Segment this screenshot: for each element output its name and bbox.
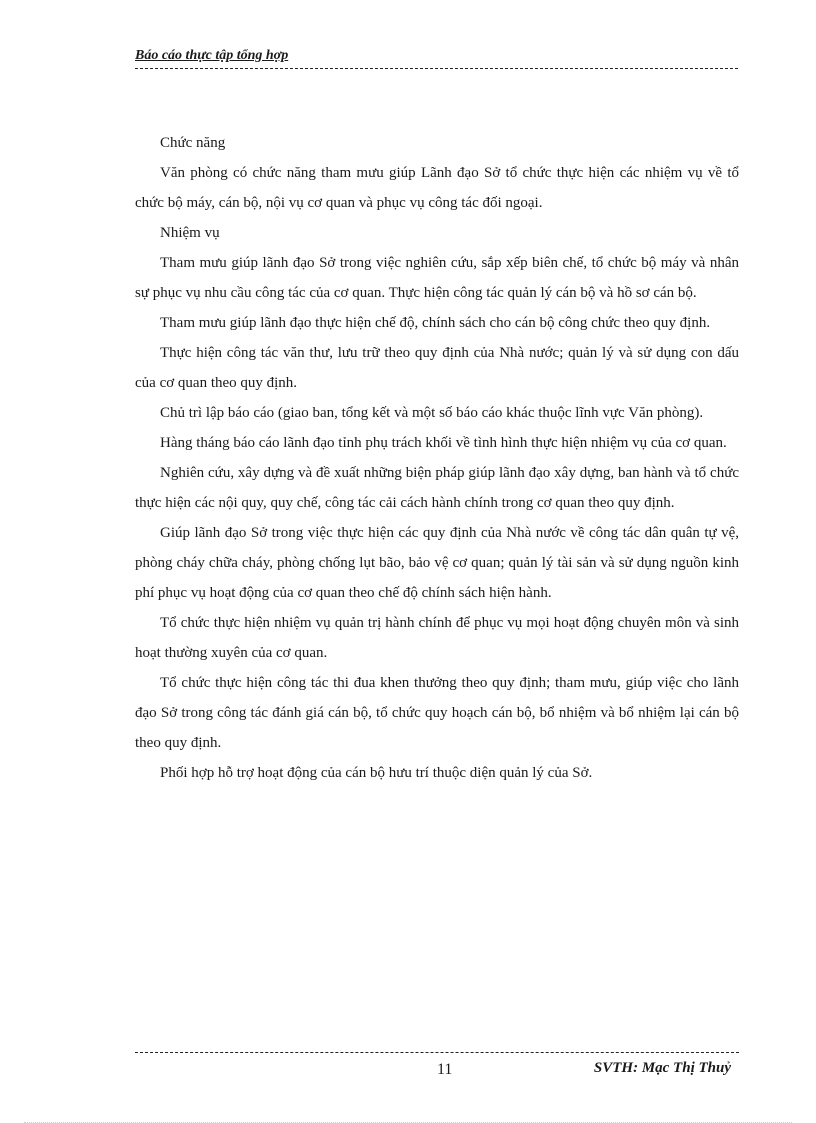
paragraph-function: Văn phòng có chức năng tham mưu giúp Lãnh đạo Sở tổ chức thực hiện các nhiệm vụ về tổ chức bộ máy, cán bộ, nội vụ cơ quan và phục vụ công tác đối ngoại. <box>135 165 739 211</box>
page-footer <box>135 1052 739 1083</box>
page-number: 11 <box>437 1061 453 1078</box>
duty-paragraph: Phối hợp hỗ trợ hoạt động của cán bộ hưu trí thuộc diện quản lý của Sở. <box>160 765 593 781</box>
duty-paragraph: Tổ chức thực hiện công tác thi đua khen thưởng theo quy định; tham mưu, giúp việc cho lãnh đạo Sở trong công tác đánh giá cán bộ, tổ chức quy hoạch cán bộ, bổ nhiệm và bổ nhiệm lại cán bộ theo quy định. <box>135 675 739 751</box>
page-header <box>135 44 738 69</box>
duty-paragraph: Chủ trì lập báo cáo (giao ban, tổng kết và một số báo cáo khác thuộc lĩnh vực Văn phòng). <box>160 405 704 421</box>
duty-paragraph: Tổ chức thực hiện nhiệm vụ quản trị hành chính để phục vụ mọi hoạt động chuyên môn và sinh hoạt thường xuyên của cơ quan. <box>135 615 739 661</box>
duty-paragraph: Tham mưu giúp lãnh đạo Sở trong việc nghiên cứu, sắp xếp biên chế, tổ chức bộ máy và nhân sự phục vụ nhu cầu công tác của cơ quan. Thực hiện công tác quản lý cán bộ và hồ sơ cán bộ. <box>135 255 739 301</box>
duty-paragraph: Thực hiện công tác văn thư, lưu trữ theo quy định của Nhà nước; quản lý và sử dụng con dấu của cơ quan theo quy định. <box>135 345 739 391</box>
section-heading-function: Chức năng <box>160 135 226 151</box>
duty-paragraph: Tham mưu giúp lãnh đạo thực hiện chế độ, chính sách cho cán bộ công chức theo quy định. <box>160 315 711 331</box>
duty-paragraph: Giúp lãnh đạo Sở trong việc thực hiện các quy định của Nhà nước về công tác dân quân tự vệ, phòng cháy chữa cháy, phòng chống lụt bão, bảo vệ cơ quan; quản lý tài sản và sử dụng nguồn kinh phí phục vụ hoạt động của cơ quan theo chế độ chính sách hiện hành. <box>135 525 739 601</box>
document-body <box>135 128 739 788</box>
footer-author: SVTH: Mạc Thị Thuỷ <box>593 1060 731 1076</box>
duty-paragraph: Nghiên cứu, xây dựng và đề xuất những biện pháp giúp lãnh đạo xây dựng, ban hành và tổ chức thực hiện các nội quy, quy chế, công tác cải cách hành chính trong cơ quan theo quy định. <box>135 465 739 511</box>
duty-paragraph: Hàng tháng báo cáo lãnh đạo tỉnh phụ trách khối về tình hình thực hiện nhiệm vụ của cơ quan. <box>160 435 727 451</box>
section-heading-duties: Nhiệm vụ <box>160 225 220 241</box>
header-title: Báo cáo thực tập tổng hợp <box>135 48 292 64</box>
